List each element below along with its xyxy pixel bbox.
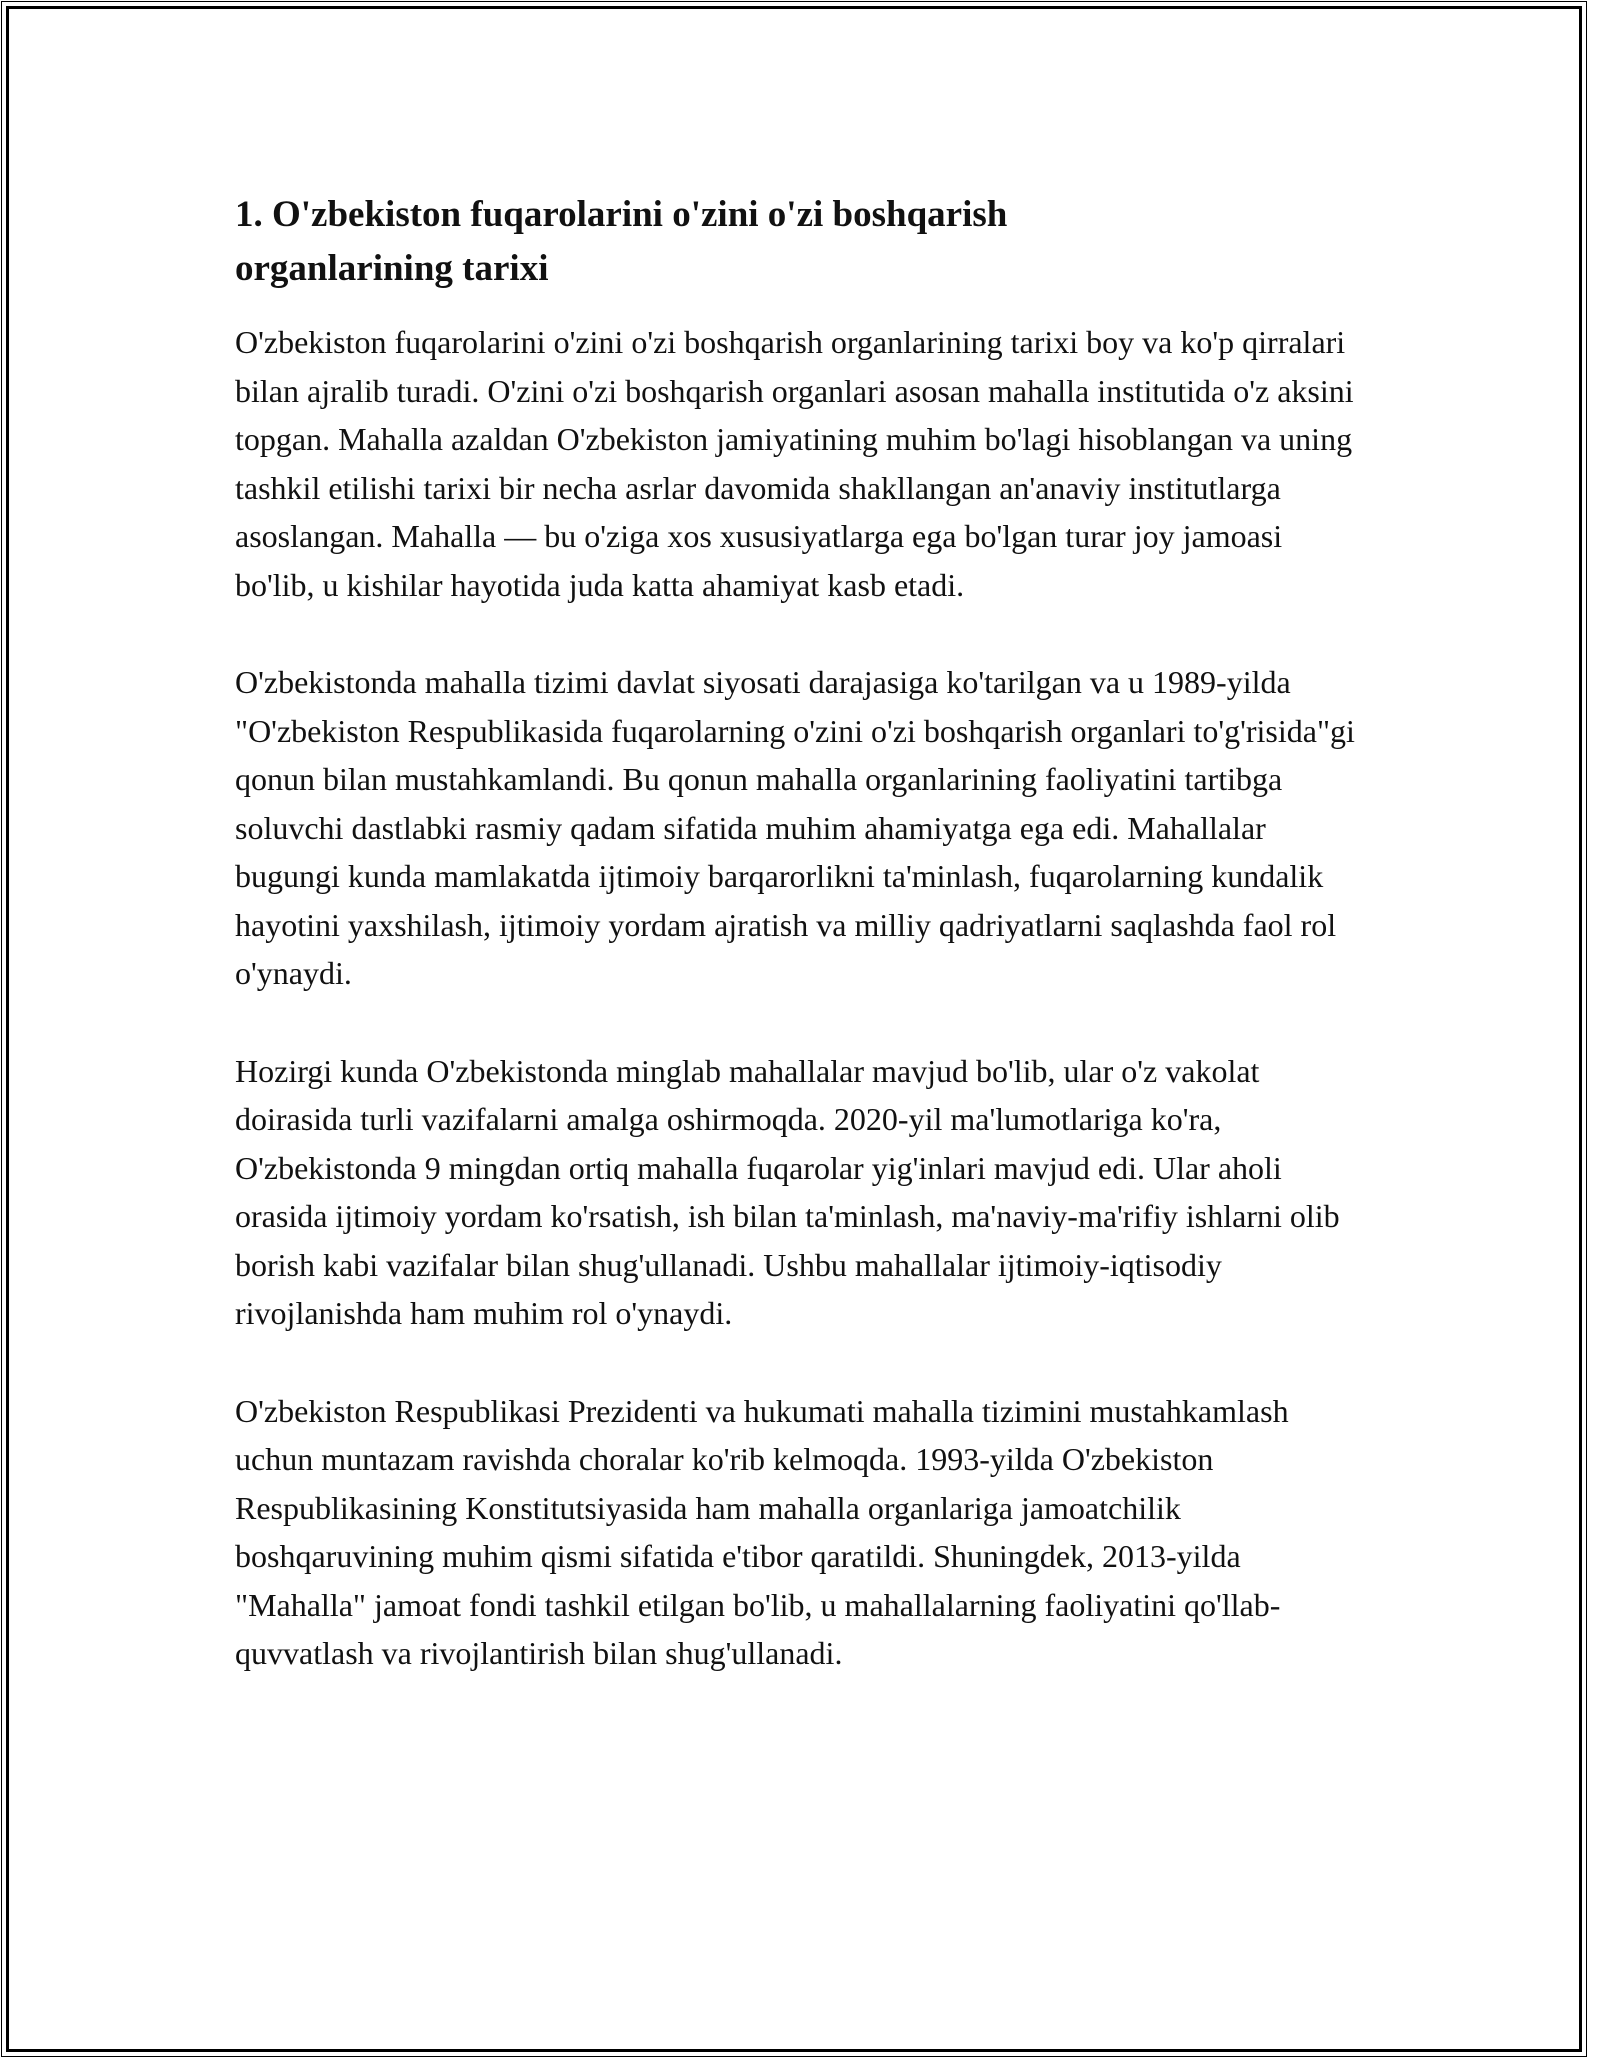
paragraph-2: O'zbekistonda mahalla tizimi davlat siyosati darajasiga ko'tarilgan va u 1989-yilda "O'zbekiston Respublikasida fuqarolarning o'zini o'zi boshqarish organlari to'g'risida"gi qonun bilan mustahkamlandi. Bu qonun mahalla organlarining faoliyatini tartibga soluvchi dastlabki rasmiy qadam sifatida muhim ahamiyatga ega edi. Mahallalar bugungi kunda mamlakatda ijtimoiy barqarorlikni ta'minlash, fuqarolarning kundalik hayotini yaxshilash, ijtimoiy yordam ajratish va milliy qadriyatlarni saqlashda faol rol o'ynaydi.	[235, 664, 1355, 991]
paragraph-1: O'zbekiston fuqarolarini o'zini o'zi boshqarish organlarining tarixi boy va ko'p qirralari bilan ajralib turadi. O'zini o'zi boshqarish organlari asosan mahalla institutida o'z aksini topgan. Mahalla azaldan O'zbekiston jamiyatining muhim bo'lagi hisoblangan va uning tashkil etilishi tarixi bir necha asrlar davomida shakllangan an'anaviy institutlarga asoslangan. Mahalla — bu o'ziga xos xususiyatlarga ega bo'lgan turar joy jamoasi bo'lib, u kishilar hayotida juda katta ahamiyat kasb etadi.	[235, 324, 1354, 603]
paragraph-3: Hozirgi kunda O'zbekistonda minglab mahallalar mavjud bo'lib, ular o'z vakolat doirasida turli vazifalarni amalga oshirmoqda. 2020-yil ma'lumotlariga ko'ra, O'zbekistonda 9 mingdan ortiq mahalla fuqarolar yig'inlari mavjud edi. Ular aholi orasida ijtimoiy yordam ko'rsatish, ish bilan ta'minlash, ma'naviy-ma'rifiy ishlarni olib borish kabi vazifalar bilan shug'ullanadi. Ushbu mahallalar ijtimoiy-iqtisodiy rivojlanishda ham muhim rol o'ynaydi.	[235, 1052, 1340, 1331]
document-body	[235, 188, 1365, 1727]
paragraph-4: O'zbekiston Respublikasi Prezidenti va hukumati mahalla tizimini mustahkamlash uchun muntazam ravishda choralar ko'rib kelmoqda. 1993-yilda O'zbekiston Respublikasining Konstitutsiyasida ham mahalla organlariga jamoatchilik boshqaruvining muhim qismi sifatida e'tibor qaratildi. Shuningdek, 2013-yilda "Mahalla" jamoat fondi tashkil etilgan bo'lib, u mahallalarning faoliyatini qo'llab-quvvatlash va rivojlantirish bilan shug'ullanadi.	[235, 1392, 1289, 1671]
section-title: 1. O'zbekiston fuqarolarini o'zini o'zi boshqarish organlarining tarixi	[235, 194, 1008, 289]
